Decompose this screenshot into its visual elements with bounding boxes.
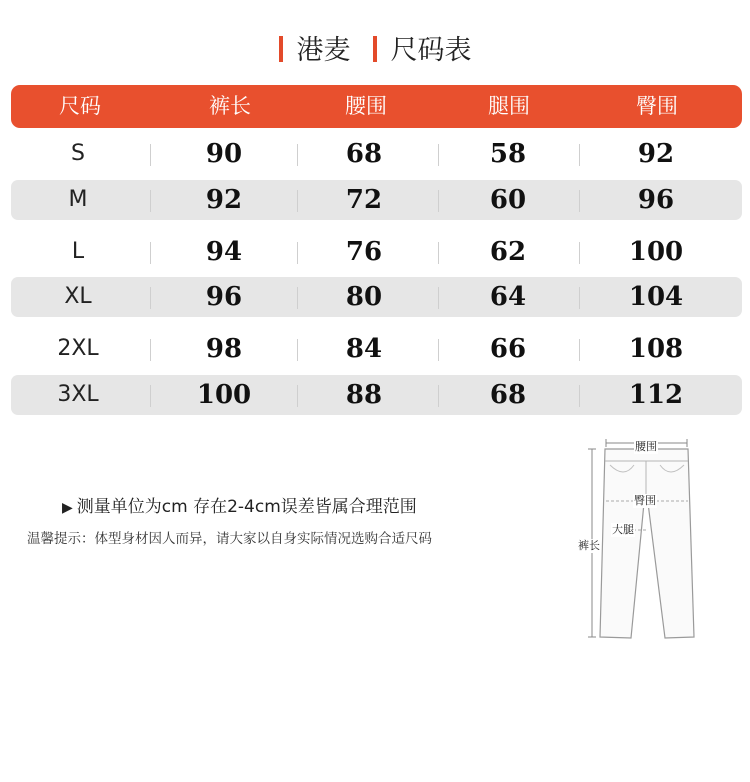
pants-diagram-icon: [570, 435, 710, 650]
table-row: [11, 375, 742, 415]
hip-cell: 92: [637, 139, 675, 169]
column-divider: [579, 385, 580, 407]
size-cell: S: [71, 141, 85, 166]
column-divider: [150, 242, 151, 264]
size-cell: M: [68, 187, 88, 212]
hip-cell: 104: [628, 282, 684, 312]
hip-cell: 96: [637, 185, 675, 215]
length-cell: 94: [205, 237, 243, 267]
hip-cell: 108: [628, 334, 684, 364]
thigh-cell: 66: [489, 334, 527, 364]
table-row: [11, 329, 742, 369]
table-row: [11, 180, 742, 220]
length-label: 裤长: [578, 539, 600, 552]
length-cell: 96: [205, 282, 243, 312]
measurement-note-text: 测量单位为cm 存在2-4cm误差皆属合理范围: [76, 497, 417, 517]
thigh-cell: 68: [489, 380, 527, 410]
thigh-cell: 60: [489, 185, 527, 215]
size-cell: 3XL: [57, 382, 99, 407]
waist-cell: 80: [345, 282, 383, 312]
thigh-label: 大腿: [612, 523, 634, 536]
header-length: 裤长: [209, 94, 251, 118]
header-hip: 臀围: [636, 94, 678, 118]
waist-cell: 84: [345, 334, 383, 364]
brand-name: 港麦: [296, 35, 351, 66]
table-row: [11, 277, 742, 317]
section-title: 尺码表: [390, 35, 472, 66]
column-divider: [438, 242, 439, 264]
column-divider: [438, 385, 439, 407]
column-divider: [297, 287, 298, 309]
waist-cell: 88: [345, 380, 383, 410]
header-thigh: 腿围: [488, 94, 530, 118]
column-divider: [438, 144, 439, 166]
waist-label: 腰围: [635, 440, 657, 453]
length-cell: 100: [196, 380, 252, 410]
column-divider: [297, 339, 298, 361]
header-waist: 腰围: [345, 94, 387, 118]
column-divider: [579, 287, 580, 309]
thigh-cell: 62: [489, 237, 527, 267]
hip-label: 臀围: [634, 494, 656, 507]
column-divider: [297, 144, 298, 166]
column-divider: [150, 287, 151, 309]
column-divider: [150, 144, 151, 166]
tip-note: 温馨提示：体型身材因人而异，请大家以自身实际情况选购合适尺码: [27, 531, 432, 547]
thigh-cell: 64: [489, 282, 527, 312]
hip-cell: 112: [628, 380, 684, 410]
column-divider: [579, 144, 580, 166]
length-cell: 92: [205, 185, 243, 215]
size-cell: 2XL: [57, 336, 99, 361]
column-divider: [150, 339, 151, 361]
triangle-right-icon: ▶: [62, 500, 73, 516]
column-divider: [297, 385, 298, 407]
table-row: [11, 232, 742, 272]
title-accent-bar: [373, 36, 377, 62]
column-divider: [438, 190, 439, 212]
header-size: 尺码: [59, 94, 101, 118]
size-cell: L: [71, 239, 85, 264]
size-table-header: [11, 85, 742, 128]
length-cell: 98: [205, 334, 243, 364]
column-divider: [579, 242, 580, 264]
column-divider: [438, 339, 439, 361]
column-divider: [297, 242, 298, 264]
column-divider: [438, 287, 439, 309]
thigh-cell: 58: [489, 139, 527, 169]
length-cell: 90: [205, 139, 243, 169]
size-cell: XL: [64, 284, 92, 309]
measurement-note: [62, 492, 417, 517]
table-row: [11, 134, 742, 174]
title-accent-bar: [279, 36, 283, 62]
page-title: [0, 28, 750, 67]
hip-cell: 100: [628, 237, 684, 267]
waist-cell: 76: [345, 237, 383, 267]
waist-cell: 72: [345, 185, 383, 215]
waist-cell: 68: [345, 139, 383, 169]
column-divider: [579, 339, 580, 361]
column-divider: [297, 190, 298, 212]
column-divider: [579, 190, 580, 212]
column-divider: [150, 385, 151, 407]
column-divider: [150, 190, 151, 212]
